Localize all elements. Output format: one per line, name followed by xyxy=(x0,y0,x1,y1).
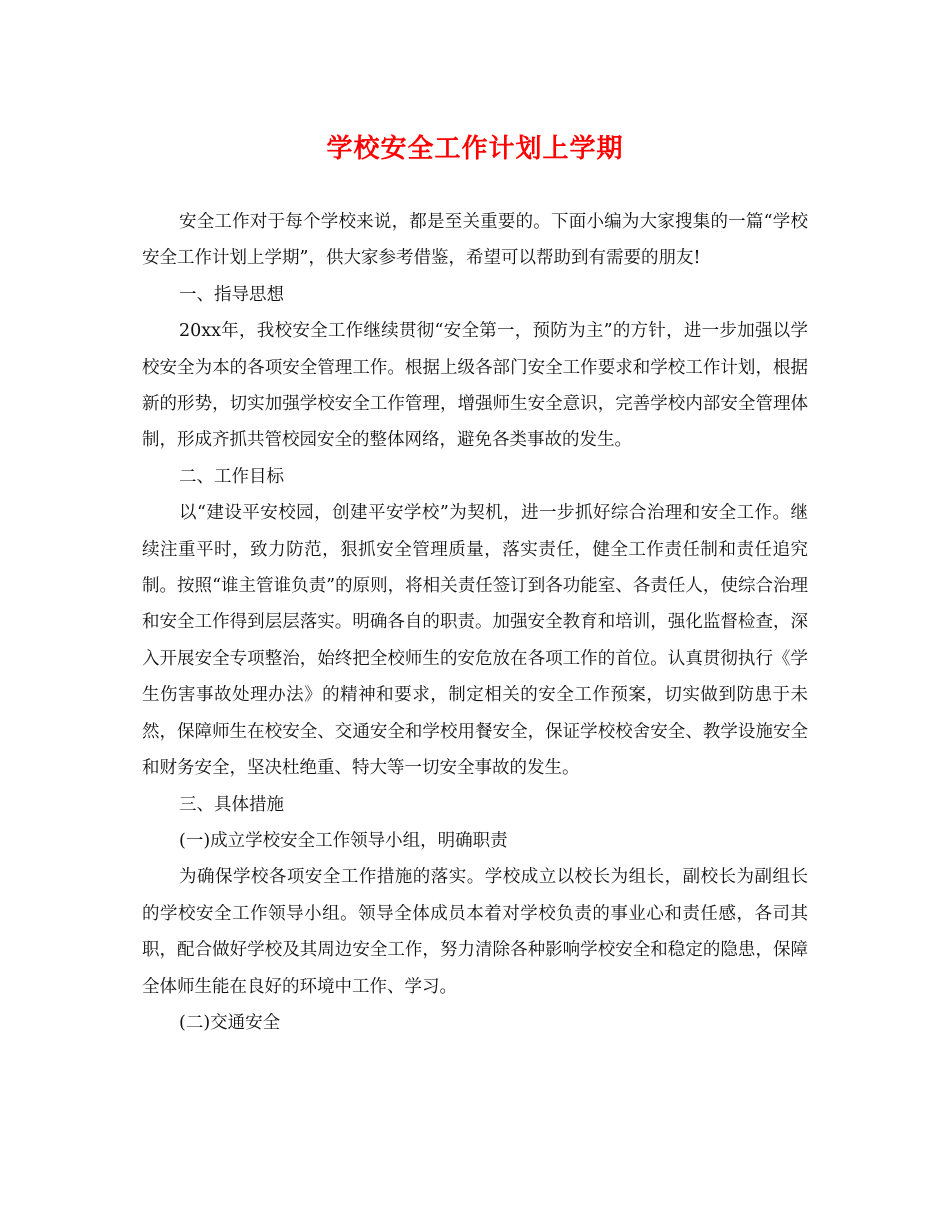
document-body xyxy=(142,204,808,1041)
subsection-heading-traffic-safety: (二)交通安全 xyxy=(179,1012,281,1033)
section-heading-guiding-thought: 一、指导思想 xyxy=(179,284,284,305)
subsection-heading-leadership-group: (一)成立学校安全工作领导小组，明确职责 xyxy=(179,830,508,851)
section-heading-work-goals: 二、工作目标 xyxy=(179,466,284,487)
intro-paragraph: 安全工作对于每个学校来说，都是至关重要的。下面小编为大家搜集的一篇“学校安全工作计划上学期”，供大家参考借鉴，希望可以帮助到有需要的朋友! xyxy=(142,212,808,269)
leadership-group-paragraph: 为确保学校各项安全工作措施的落实。学校成立以校长为组长，副校长为副组长的学校安全工作领导小组。领导全体成员本着对学校负责的事业心和责任感，各司其职，配合做好学校及其周边安全工作，努力清除各种影响学校安全和稳定的隐患，保障全体师生能在良好的环境中工作、学习。 xyxy=(142,867,808,997)
section-heading-measures: 三、具体措施 xyxy=(179,794,284,815)
document-title: 学校安全工作计划上学期 xyxy=(326,134,624,164)
work-goals-paragraph: 以“建设平安校园，创建平安学校”为契机，进一步抓好综合治理和安全工作。继续注重平时，致力防范，狠抓安全管理质量，落实责任，健全工作责任制和责任追究制。按照“谁主管谁负责”的原则，将相关责任签订到各功能室、各责任人，使综合治理和安全工作得到层层落实。明确各自的职责。加强安全教育和培训，强化监督检查，深入开展安全专项整治，始终把全校师生的安危放在各项工作的首位。认真贯彻执行《学生伤害事故处理办法》的精神和要求，制定相关的安全工作预案，切实做到防患于未然，保障师生在校安全、交通安全和学校用餐安全，保证学校校舍安全、教学设施安全和财务安全，坚决杜绝重、特大等一切安全事故的发生。 xyxy=(142,503,808,779)
guiding-thought-paragraph: 20xx年，我校安全工作继续贯彻“安全第一，预防为主”的方针，进一步加强以学校安全为本的各项安全管理工作。根据上级各部门安全工作要求和学校工作计划，根据新的形势，切实加强学校安全工作管理，增强师生安全意识，完善学校内部安全管理体制，形成齐抓共管校园安全的整体网络，避免各类事故的发生。 xyxy=(142,321,808,451)
